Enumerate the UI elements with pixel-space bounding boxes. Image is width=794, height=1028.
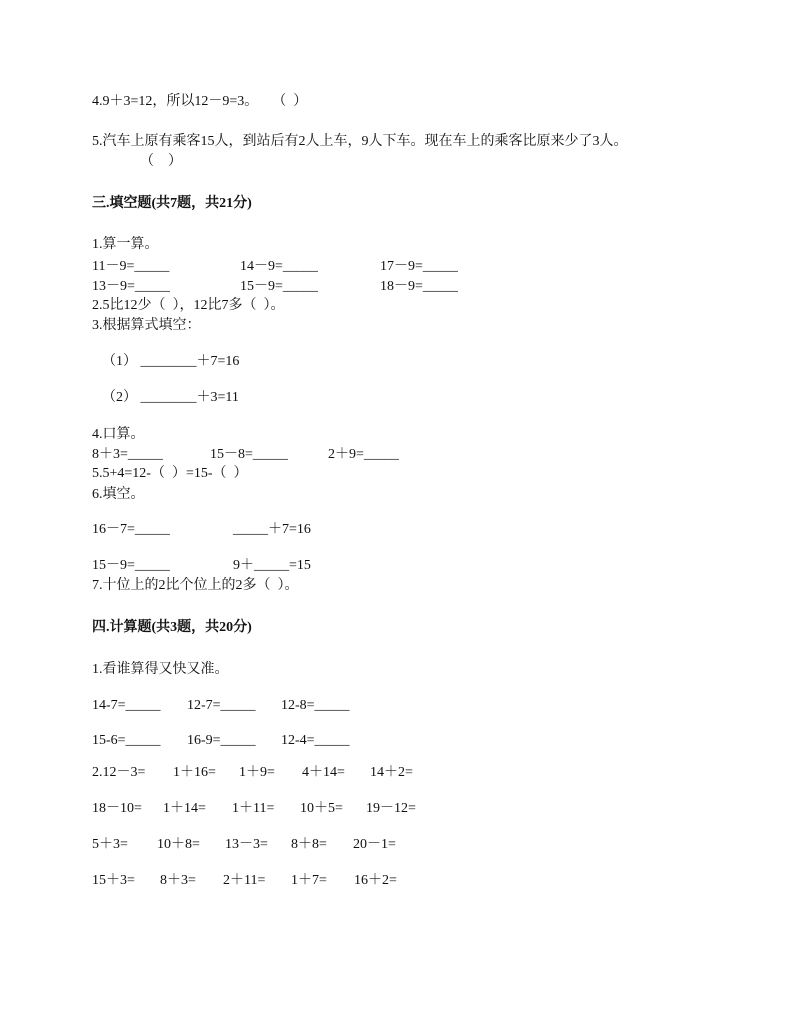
fill-q1-title: 1.算一算。	[92, 237, 159, 252]
calc-q2-item: 2＋11=	[223, 873, 266, 888]
calc-q1-item: 12-8=_____	[281, 698, 350, 713]
calc-q2-item: 15＋3=	[92, 873, 135, 888]
fill-q5: 5.5+4=12-（ ）=15-（ ）	[92, 466, 248, 481]
calc-q2-item: 2.12－3=	[92, 765, 146, 780]
calc-q1-item: 12-7=_____	[187, 698, 256, 713]
fill-q4-item: 15－8=_____	[210, 447, 288, 462]
fill-q1-item: 15－9=_____	[240, 279, 318, 294]
fill-q3-title: 3.根据算式填空：	[92, 318, 201, 333]
fill-q4-item: 2＋9=_____	[328, 447, 399, 462]
calc-q2-item: 1＋14=	[163, 801, 206, 816]
fill-q1-item: 17－9=_____	[380, 259, 458, 274]
fill-q6-item: 16－7=_____	[92, 522, 170, 537]
fill-q1-item: 13－9=_____	[92, 279, 170, 294]
calc-q2-item: 13－3=	[225, 837, 268, 852]
calc-q2-item: 1＋16=	[173, 765, 216, 780]
calc-q1-item: 16-9=_____	[187, 733, 256, 748]
fill-q4-item: 8＋3=_____	[92, 447, 163, 462]
calc-q1-title: 1.看谁算得又快又准。	[92, 662, 229, 677]
calc-q1-item: 15-6=_____	[92, 733, 161, 748]
fill-q1-item: 14－9=_____	[240, 259, 318, 274]
section-4-title: 四.计算题(共3题，共20分)	[92, 620, 252, 635]
fill-q3-b: （2） ________＋3=11	[102, 390, 239, 405]
calc-q2-item: 10＋5=	[300, 801, 343, 816]
calc-q1-item: 14-7=_____	[92, 698, 161, 713]
fill-q4-title: 4.口算。	[92, 427, 145, 442]
calc-q2-item: 8＋3=	[160, 873, 196, 888]
calc-q2-item: 1＋11=	[232, 801, 275, 816]
true-false-q5: 5.汽车上原有乘客15人，到站后有2人上车，9人下车。现在车上的乘客比原来少了3人。	[92, 134, 628, 149]
calc-q2-item: 19－12=	[366, 801, 416, 816]
calc-q2-item: 8＋8=	[291, 837, 327, 852]
calc-q2-item: 14＋2=	[370, 765, 413, 780]
true-false-q5-paren: （ ）	[140, 154, 182, 169]
fill-q7: 7.十位上的2比个位上的2多（ ）。	[92, 578, 299, 593]
section-3-title: 三.填空题(共7题，共21分)	[92, 196, 252, 211]
calc-q2-item: 20－1=	[353, 837, 396, 852]
fill-q6-item: 9＋_____=15	[233, 558, 311, 573]
calc-q1-item: 12-4=_____	[281, 733, 350, 748]
fill-q6-item: 15－9=_____	[92, 558, 170, 573]
fill-q1-item: 11－9=_____	[92, 259, 170, 274]
calc-q2-row-4	[92, 872, 397, 998]
calc-q2-item: 18－10=	[92, 801, 142, 816]
fill-q1-item: 18－9=_____	[380, 279, 458, 294]
fill-q3-a: （1） ________＋7=16	[102, 354, 240, 369]
calc-q2-item: 5＋3=	[92, 837, 128, 852]
calc-q2-item: 4＋14=	[302, 765, 345, 780]
calc-q2-item: 1＋7=	[291, 873, 327, 888]
calc-q2-item: 10＋8=	[157, 837, 200, 852]
fill-q6-title: 6.填空。	[92, 487, 145, 502]
calc-q2-item: 1＋9=	[239, 765, 275, 780]
true-false-q4: 4.9＋3=12，所以12－9=3。 （ ）	[92, 94, 308, 109]
fill-q6-item: _____＋7=16	[233, 522, 311, 537]
calc-q2-item: 16＋2=	[354, 873, 397, 888]
fill-q2: 2.5比12少（ ），12比7多（ ）。	[92, 298, 285, 313]
